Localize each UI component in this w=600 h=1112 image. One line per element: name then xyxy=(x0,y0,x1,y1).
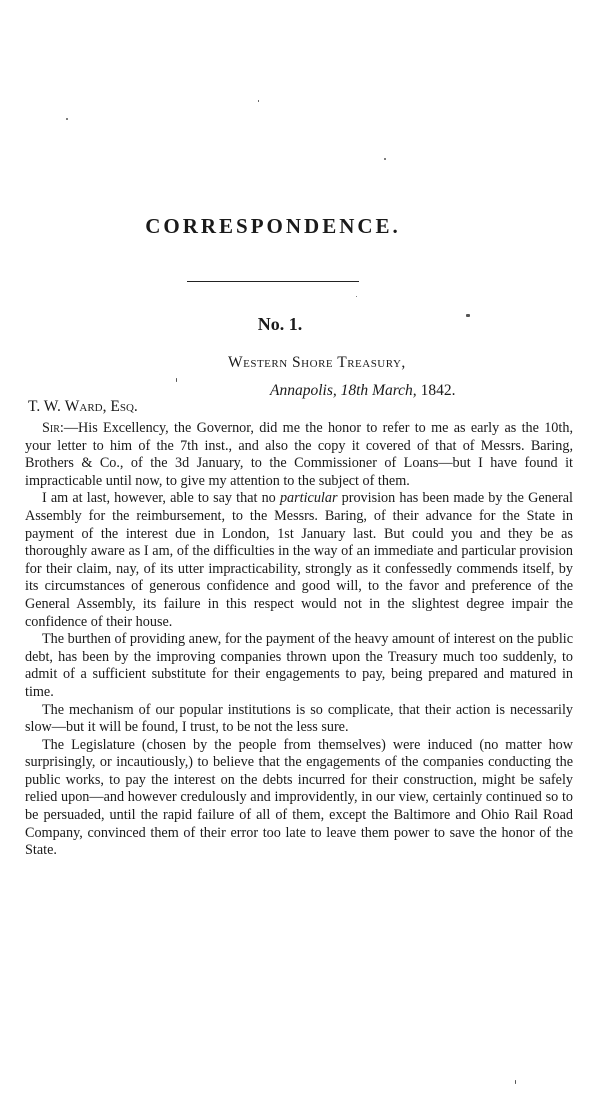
paragraph-5: The Legislature (chosen by the people from themselves) were induced (no matter how surprisingly, or incautiously,) to believe that the engagements of the companies conducting the public works, to pay the interest on the debts incurred for their construction, might be safely relied upon—and however credulously and improvidently, in our view, certainly continued so to be persuaded, until the rapid failure of all of them, except the Baltimore and Ohio Rail Road Company, convinced them of their error too late to leave them power to save the honor of the State. xyxy=(25,736,573,859)
salutation: Sir: xyxy=(42,420,64,436)
paragraph-3: The burthen of providing anew, for the payment of the heavy amount of interest on the public debt, has been by the improving companies thrown upon the Treasury much too suddenly, to admit of a sufficient substitute for their engagements to pay, being prepared and matured in time. xyxy=(25,631,573,700)
paper-speck xyxy=(176,378,177,382)
paper-speck xyxy=(66,118,68,120)
letter-number: No. 1. xyxy=(257,314,303,334)
paper-speck xyxy=(356,296,357,297)
date-day: 18th xyxy=(340,382,369,399)
addressee xyxy=(28,398,138,416)
date-year: 1842. xyxy=(420,382,456,399)
letterhead-office: Western Shore Treasury, xyxy=(228,354,406,371)
paper-speck xyxy=(258,100,259,102)
emphasized-word: particular xyxy=(279,490,338,507)
letter-body xyxy=(25,420,573,860)
paragraph-1-text: —His Excellency, the Governor, did me the honor to refer to me as early as the 10th, your letter to him of the 7th inst., and also the copy it covered of that of Messrs. Baring, Brothers & Co., of the 3d January, to the Commissioner of Loans—but I have found it impracticable until now, to give my attention to the subject of them. xyxy=(25,420,573,489)
place-name: Annapolis, xyxy=(270,382,337,399)
paragraph-1 xyxy=(25,420,573,490)
paragraph-2-text-a: I am at last, however, able to say that no xyxy=(42,490,280,507)
paragraph-2-text-b: provision has been made by the General Assembly for the reimbursement, to the Messrs. Baring, of their advance for the State in payment of the interest due in London, 1st January last. But could you and they be as thoroughly aware as I am, of the difficulties in the way of an immediate and particular provision for their claim, nay, of its utter impracticability, strongly as it confessedly commends itself, by its circumstances of generous confidence and good will, to the favor and preference of the General Assembly, its failure in this respect would not in the slightest degree impair the confidence of their house. xyxy=(25,490,573,630)
date-month: March, xyxy=(372,382,417,399)
page-title: CORRESPONDENCE. xyxy=(145,214,401,238)
paper-speck xyxy=(515,1080,516,1084)
addressee-name: Ward, Esq. xyxy=(64,398,138,415)
divider-rule xyxy=(187,281,359,282)
paragraph-2 xyxy=(25,490,573,631)
paragraph-4: The mechanism of our popular institutions is so complicate, that their action is necessarily slow—but it will be found, I trust, to be not the less sure. xyxy=(25,701,573,736)
letterhead-place-date xyxy=(270,382,455,400)
paper-speck xyxy=(384,158,386,160)
addressee-initials: T. W. xyxy=(28,398,61,415)
